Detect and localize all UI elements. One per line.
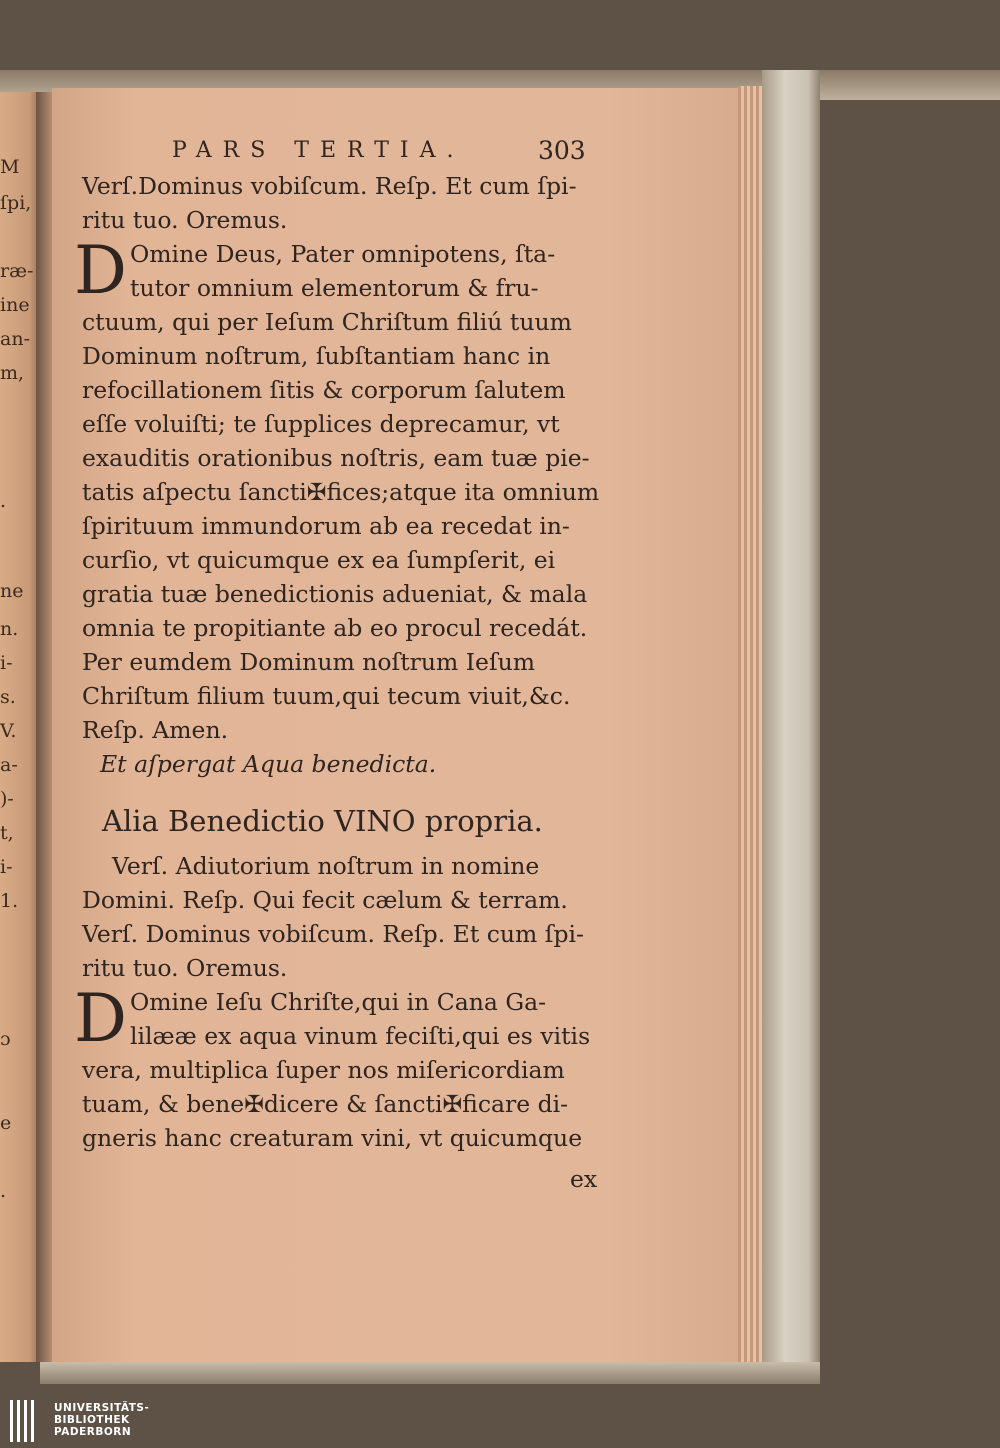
- text-line: ritu tuo. Oremus.: [82, 206, 288, 234]
- catchword: ex: [570, 1165, 598, 1193]
- text-line: tatis aſpectu ſancti✠fices;atque ita omnium: [82, 478, 600, 506]
- drop-cap: D: [74, 232, 127, 309]
- margin-fragment: an-: [0, 328, 30, 350]
- drop-cap: D: [74, 980, 127, 1057]
- text-line: exauditis orationibus noſtris, eam tuæ pie-: [82, 444, 590, 472]
- text-line: Dominum noſtrum, ſubſtantiam hanc in: [82, 342, 551, 370]
- text-line: omnia te propitiante ab eo procul recedát.: [82, 614, 588, 642]
- margin-fragment: s.: [0, 686, 16, 708]
- margin-fragment: t,: [0, 822, 14, 844]
- text-line: eſſe voluiſti; te ſupplices deprecamur, vt: [82, 410, 560, 438]
- text-line: Chriſtum filium tuum,qui tecum viuit,&c.: [82, 682, 571, 710]
- logo-line: PADERBORN: [54, 1426, 132, 1438]
- running-header: PARS TERTIA.: [172, 138, 465, 163]
- margin-fragment: m,: [0, 362, 25, 384]
- margin-fragment: ɔ: [0, 1028, 11, 1050]
- text-line: Per eumdem Dominum noſtrum Ieſum: [82, 648, 536, 676]
- text-line: ritu tuo. Oremus.: [82, 954, 288, 982]
- margin-fragment: ſpi,: [0, 192, 32, 214]
- logo-line: UNIVERSITÄTS-: [54, 1402, 150, 1414]
- margin-fragment: e: [0, 1112, 12, 1134]
- library-name: [54, 1402, 149, 1438]
- text-line: Omine Deus, Pater omnipotens, ſta-: [130, 240, 556, 268]
- margin-fragment: ræ-: [0, 260, 34, 282]
- margin-fragment: M: [0, 156, 20, 178]
- text-line: ctuum, qui per Ieſum Chriſtum filiú tuum: [82, 308, 572, 336]
- margin-fragment: a-: [0, 754, 18, 776]
- rubric-line: Et aſpergat Aqua benedicta.: [100, 750, 437, 778]
- text-line: vera, multiplica ſuper nos miſericordiam: [82, 1056, 565, 1084]
- margin-fragment: i-: [0, 856, 13, 878]
- margin-fragment: .: [0, 490, 7, 512]
- text-line: curſio, vt quicumque ex ea ſumpſerit, ei: [82, 546, 556, 574]
- margin-fragment: ine: [0, 294, 30, 316]
- text-line: Reſp. Amen.: [82, 716, 229, 744]
- section-heading: Alia Benedictio VINO propria.: [102, 804, 543, 838]
- text-line: gneris hanc creaturam vini, vt quicumque: [82, 1124, 583, 1152]
- margin-fragment: n.: [0, 618, 19, 640]
- logo-line: BIBLIOTHEK: [54, 1414, 130, 1426]
- book-cover-bottom: [40, 1362, 820, 1384]
- text-line: Verſ. Adiutorium noſtrum in nomine: [112, 852, 540, 880]
- text-line: gratia tuæ benedictionis adueniat, & mala: [82, 580, 588, 608]
- text-line: Omine Ieſu Chriſte,qui in Cana Ga-: [130, 988, 547, 1016]
- text-line: Verſ.Dominus vobiſcum. Reſp. Et cum ſpi-: [82, 172, 577, 200]
- margin-fragment: i-: [0, 652, 13, 674]
- book-cover-right: [762, 70, 820, 1380]
- text-line: tuam, & bene✠dicere & ſancti✠ficare di-: [82, 1090, 569, 1118]
- margin-fragment: .: [0, 1180, 7, 1202]
- text-line: tutor omnium elementorum & fru-: [130, 274, 539, 302]
- page-number: 303: [538, 136, 586, 165]
- text-line: lilææ ex aqua vinum feciſti,qui es vitis: [130, 1022, 591, 1050]
- library-logo-icon: [8, 1398, 38, 1444]
- text-line: Verſ. Dominus vobiſcum. Reſp. Et cum ſpi-: [82, 920, 584, 948]
- text-line: Domini. Reſp. Qui fecit cælum & terram.: [82, 886, 568, 914]
- margin-fragment: )-: [0, 788, 14, 810]
- text-line: refocillationem ſitis & corporum ſalutem: [82, 376, 566, 404]
- margin-fragment: ne: [0, 580, 24, 602]
- margin-fragment: 1.: [0, 890, 19, 912]
- text-line: ſpirituum immundorum ab ea recedat in-: [82, 512, 570, 540]
- margin-fragment: V.: [0, 720, 17, 742]
